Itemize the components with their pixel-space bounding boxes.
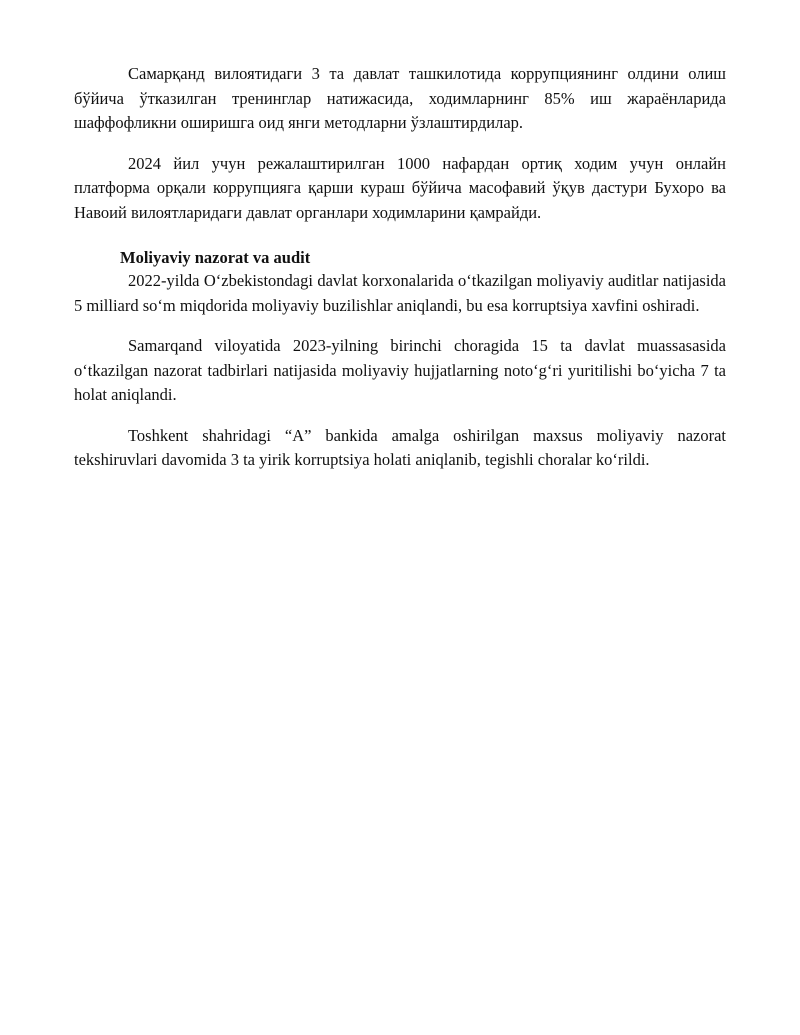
paragraph-samarqand-inspection: Samarqand viloyatida 2023-yilning birinchi choragida 15 ta davlat muassasasida o‘tkazilgan nazorat tadbirlari natijasida moliyaviy hujjatlarning noto‘g‘ri yuritilishi bo‘yicha 7 ta holat aniqlandi. [74, 336, 726, 404]
paragraph-toshkent-bank: Toshkent shahridagi “A” bankida amalga oshirilgan maxsus moliyaviy nazorat tekshiruvlari davomida 3 ta yirik korruptsiya holati aniqlanib, tegishli choralar ko‘rildi. [74, 425, 726, 469]
document-page [74, 62, 726, 473]
paragraph-training-results: Самарқанд вилоятидаги 3 та давлат ташкилотида коррупциянинг олдини олиш бўйича ўтказилган тренинглар натижасида, ходимларнинг 85% иш жараёнларида шаффофликни оширишга оид янги методларни ўзлаштирдилар. [74, 64, 726, 132]
paragraph-online-platform: 2024 йил учун режалаштирилган 1000 нафардан ортиқ ходим учун онлайн платформа орқали коррупцияга қарши кураш бўйича масофавий ўқув дастури Бухоро ва Навоий вилоятларидаги давлат органлари ходимларини қамрайди. [74, 153, 726, 222]
section-heading: Moliyaviy nazorat va audit [120, 248, 311, 267]
paragraph-audit-2022: 2022-yilda O‘zbekistondagi davlat korxonalarida o‘tkazilgan moliyaviy auditlar natijasida 5 milliard so‘m miqdorida moliyaviy buzilishlar aniqlandi, bu esa korruptsiya xavfini oshiradi. [74, 271, 726, 315]
